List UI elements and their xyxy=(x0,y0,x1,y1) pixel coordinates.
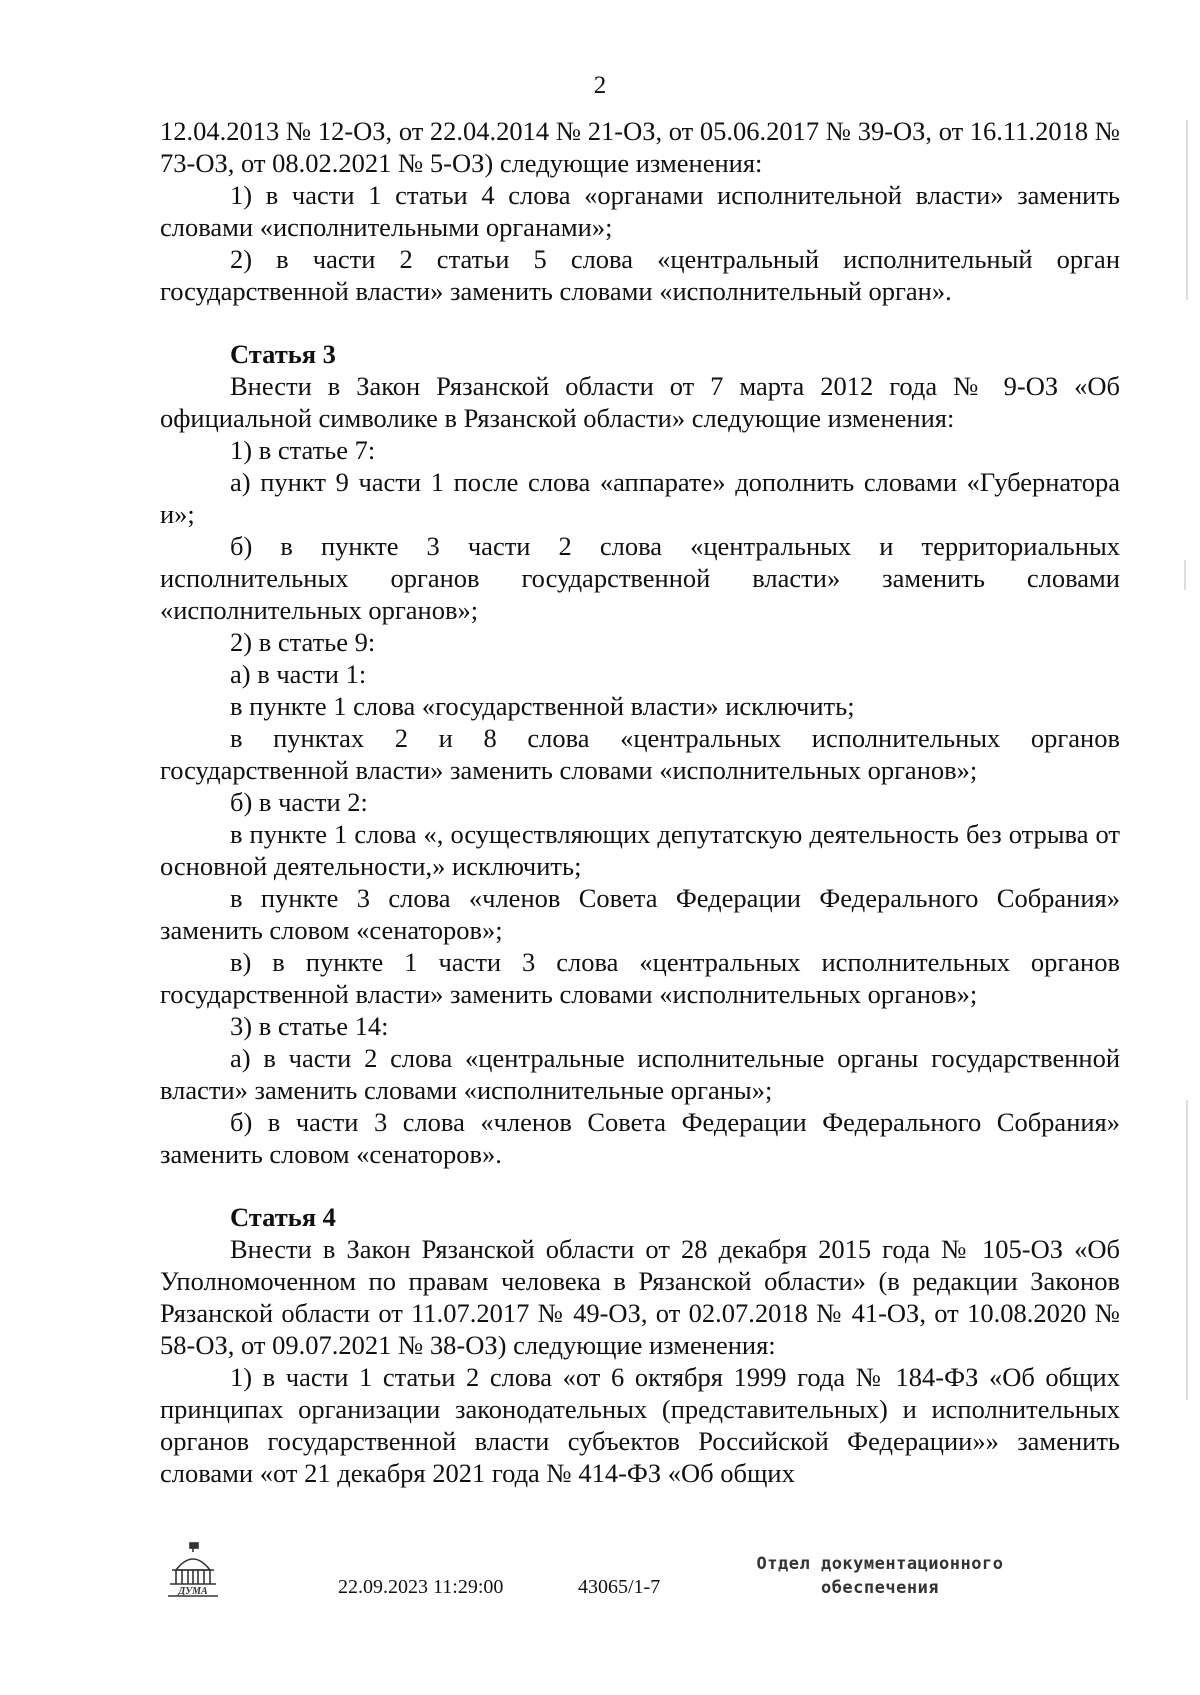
paragraph: Внести в Закон Рязанской области от 28 декабря 2015 года № 105-ОЗ «Об Уполномоченном по правам человека в Рязанской области» (в редакции Законов Рязанской области от 11.07.2017 № 49-ОЗ, от 02.07.2018 № 41-ОЗ, от 10.08.2020 № 58-ОЗ, от 09.07.2021 № 38-ОЗ) следующие изменения: xyxy=(160,1234,1120,1360)
spacer xyxy=(160,1170,1120,1201)
page-number: 2 xyxy=(593,72,607,99)
paragraph: в пунктах 2 и 8 слова «центральных исполнительных органов государственной власти» заменить словами «исполнительных органов»; xyxy=(160,723,1120,785)
paragraph: 12.04.2013 № 12-ОЗ, от 22.04.2014 № 21-ОЗ, от 05.06.2017 № 39-ОЗ, от 16.11.2018 № 73-ОЗ, от 08.02.2021 № 5-ОЗ) следующие изменения: xyxy=(160,116,1120,178)
print-date: 22.09.2023 11:29:00 xyxy=(338,1576,504,1598)
paragraph: б) в части 2: xyxy=(230,787,368,817)
paragraph: б) в части 3 слова «членов Совета Федерации Федерального Собрания» заменить словом «сенаторов». xyxy=(160,1107,1120,1169)
document-body xyxy=(160,115,1120,1489)
article-heading: Статья 4 xyxy=(230,1202,336,1232)
paragraph: а) в части 2 слова «центральные исполнительные органы государственной власти» заменить словами «исполнительные органы»; xyxy=(160,1043,1120,1105)
scan-edge-marks xyxy=(1182,0,1192,1695)
document-number: 43065/1-7 xyxy=(578,1576,661,1598)
paragraph: в пункте 3 слова «членов Совета Федерации Федерального Собрания» заменить словом «сенаторов»; xyxy=(160,883,1120,945)
paragraph: в пункте 1 слова «, осуществляющих депутатскую деятельность без отрыва от основной деятельности,» исключить; xyxy=(160,819,1120,881)
paragraph: а) пункт 9 части 1 после слова «аппарате» дополнить словами «Губернатора и»; xyxy=(160,467,1120,529)
stamp-line: Отдел документационного xyxy=(756,1554,1004,1574)
paragraph: 2) в части 2 статьи 5 слова «центральный исполнительный орган государственной власти» заменить словами «исполнительный орган». xyxy=(160,244,1120,306)
svg-text:ДУМА: ДУМА xyxy=(178,1586,208,1597)
paragraph: в) в пункте 1 части 3 слова «центральных исполнительных органов государственной власти» заменить словами «исполнительных органов»; xyxy=(160,947,1120,1009)
department-stamp xyxy=(745,1552,1015,1600)
paragraph: б) в пункте 3 части 2 слова «центральных и территориальных исполнительных органов государственной власти» заменить словами «исполнительных органов»; xyxy=(160,531,1120,625)
stamp-line: обеспечения xyxy=(820,1578,940,1598)
paragraph: 1) в части 1 статьи 2 слова «от 6 октября 1999 года № 184-ФЗ «Об общих принципах организации законодательных (представительных) и исполнительных органов государственной власти субъектов Российской Федерации»» заменить словами «от 21 декабря 2021 года № 414-ФЗ «Об общих xyxy=(160,1362,1120,1488)
paragraph: 2) в статье 9: xyxy=(230,627,376,657)
paragraph: 1) в статье 7: xyxy=(230,435,376,465)
paragraph: Внести в Закон Рязанской области от 7 марта 2012 года № 9-ОЗ «Об официальной символике в Рязанской области» следующие изменения: xyxy=(160,371,1120,433)
paragraph: 1) в части 1 статьи 4 слова «органами исполнительной власти» заменить словами «исполнительными органами»; xyxy=(160,180,1120,242)
paragraph: 3) в статье 14: xyxy=(230,1011,389,1041)
spacer xyxy=(160,307,1120,338)
article-heading: Статья 3 xyxy=(230,339,336,369)
duma-logo-icon xyxy=(162,1540,224,1602)
paragraph: а) в части 1: xyxy=(230,659,367,689)
paragraph: в пункте 1 слова «государственной власти» исключить; xyxy=(230,691,855,721)
